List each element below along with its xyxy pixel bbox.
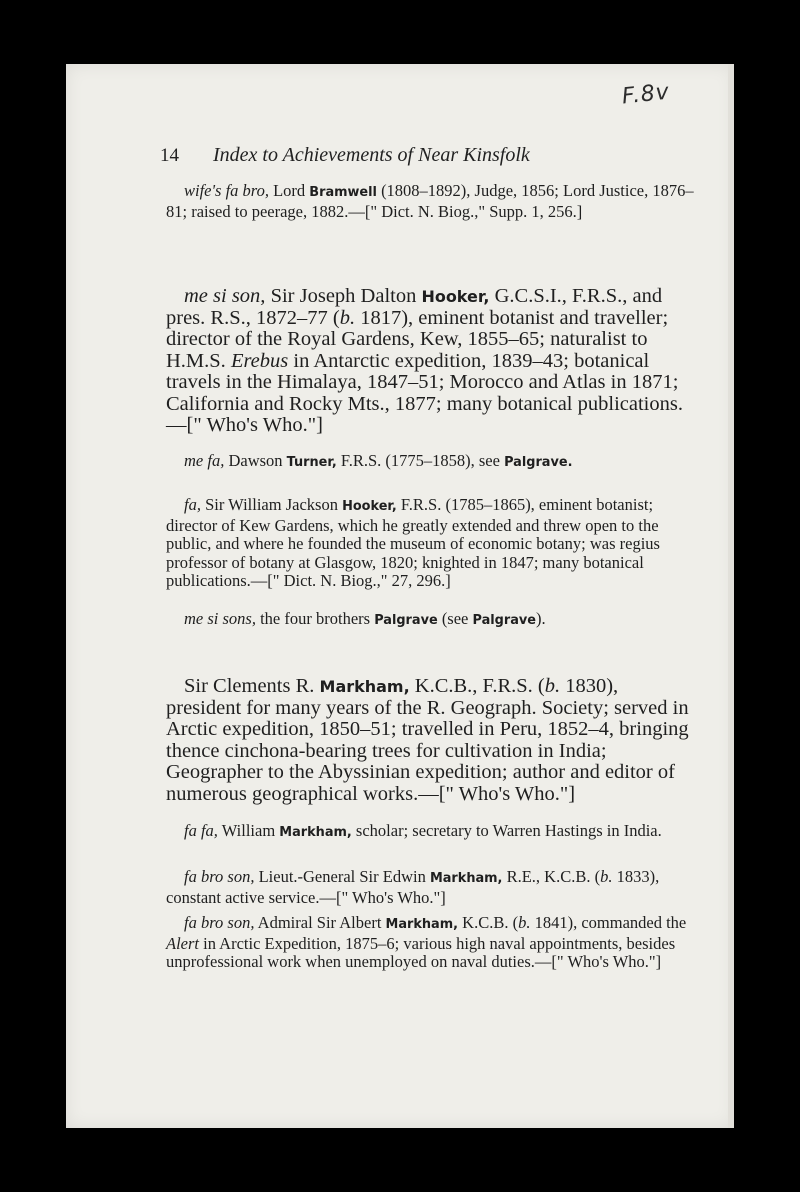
entry-text: ). <box>536 609 546 628</box>
entry-text: G.C.S.I., F.R.S., and pres. R.S., 1872–77 ( <box>166 285 663 329</box>
entry-text: 1833), constant active service.—[" Who's Who."] <box>166 867 660 907</box>
entry-text: 1817), eminent botanist and traveller; director of the Royal Gardens, Kew, 1855–65; naturalist to H.M.S. <box>166 306 669 372</box>
entry-text: in Arctic Expedition, 1875–6; various high naval appointments, besides unprofessional work when unemployed on naval duties.—[" Who's Who."] <box>166 933 676 971</box>
entry-text: 1830), president for many years of the R. Geograph. Society; served in Arctic expedition, 1850–51; travelled in Peru, 1852–4, bringing thence cinchona-bearing trees for cultivation in India; Geographer to the Abyssinian expedition; author and editor of numerous geographical works.—[" Who's Who."] <box>166 675 689 805</box>
entry-text: scholar; secretary to Warren Hastings in India. <box>355 821 662 840</box>
entry-hooker-main <box>166 286 696 447</box>
name-prefix: the four brothers <box>260 609 371 628</box>
book-page <box>66 64 734 1128</box>
relation: wife's fa bro, <box>184 181 269 200</box>
relation: fa fa, <box>184 821 218 840</box>
surname: Turner, <box>286 455 337 470</box>
surname: Palgrave <box>374 613 438 628</box>
name-prefix: Lieut.-General Sir Edwin <box>258 867 426 886</box>
entry-turner <box>166 452 696 483</box>
surname: Markham, <box>385 917 459 932</box>
page-edge <box>728 64 734 1128</box>
relation: fa, <box>184 495 201 514</box>
ship-name: Erebus <box>230 349 289 372</box>
ship-name: Alert <box>166 933 199 953</box>
name-prefix: Dawson <box>228 451 283 470</box>
surname: Markham, <box>319 677 410 696</box>
entry-text: F.R.S. (1785–1865), eminent botanist; director of Kew Gardens, which he greatly extended and threw open to the public, and where he founded the museum of economic botany; was regius professor of botany at Glasgow, 1820; knighted in 1847; many botanical publications.—[" Dict. N. Biog.," 27, 296.] <box>166 495 660 590</box>
surname: Markham, <box>279 825 352 840</box>
name-prefix: Sir Joseph Dalton <box>270 285 417 307</box>
entry-markham-edwin <box>166 868 696 917</box>
entry-text: K.C.B., F.R.S. ( <box>414 675 545 697</box>
entry-text: R.E., K.C.B. ( <box>506 867 601 886</box>
page-number: 14 <box>160 145 179 166</box>
surname: Hooker, <box>342 499 397 514</box>
entry-hooker-fa <box>166 496 696 601</box>
relation: fa bro son, <box>184 913 255 932</box>
entry-text: 1841), commanded the <box>534 913 687 932</box>
surname: Markham, <box>429 871 503 886</box>
relation: fa bro son, <box>184 867 255 886</box>
relation: me fa, <box>184 451 225 470</box>
entry-text: K.C.B. ( <box>462 913 519 932</box>
entry-text: in Antarctic expedition, 1839–43; botanical travels in the Himalaya, 1847–51; Morocco and Atlas in 1871; California and Rocky Mts., 1877; many botanical publications.—[" Who's Who."] <box>166 349 683 436</box>
entry-text: (1808–1892), Judge, 1856; Lord Justice, 1876–81; raised to peerage, 1882.—[" Dict. N. Biog.," Supp. 1, 256.] <box>166 181 694 221</box>
name-prefix: Sir Clements R. <box>184 675 315 697</box>
born-abbrev: b. <box>518 913 531 932</box>
born-abbrev: b. <box>544 675 561 697</box>
name-prefix: Admiral Sir Albert <box>257 913 382 932</box>
name-prefix: William <box>221 821 276 840</box>
running-title: Index to Achievements of Near Kinsfolk <box>213 144 530 166</box>
relation: me si son, <box>184 285 266 307</box>
surname: Hooker, <box>421 287 490 306</box>
born-abbrev: b. <box>600 867 613 886</box>
entry-markham-albert <box>166 914 696 982</box>
cross-reference: Palgrave <box>472 613 537 628</box>
entry-palgrave <box>166 610 696 641</box>
relation: me si sons, <box>184 609 256 628</box>
entry-bramwell <box>166 182 696 231</box>
entry-markham-fafa <box>166 822 696 853</box>
name-prefix: Lord <box>273 181 306 200</box>
handwritten-annotation: F.8v <box>620 79 672 110</box>
born-abbrev: b. <box>339 306 356 329</box>
entry-text: (see <box>441 609 469 628</box>
entry-text: F.R.S. (1775–1858), see <box>340 451 500 470</box>
name-prefix: Sir William Jackson <box>205 495 338 514</box>
entry-markham-main <box>166 676 696 815</box>
page-header <box>160 144 530 167</box>
cross-reference: Palgrave. <box>504 455 573 470</box>
surname: Bramwell <box>309 185 377 200</box>
